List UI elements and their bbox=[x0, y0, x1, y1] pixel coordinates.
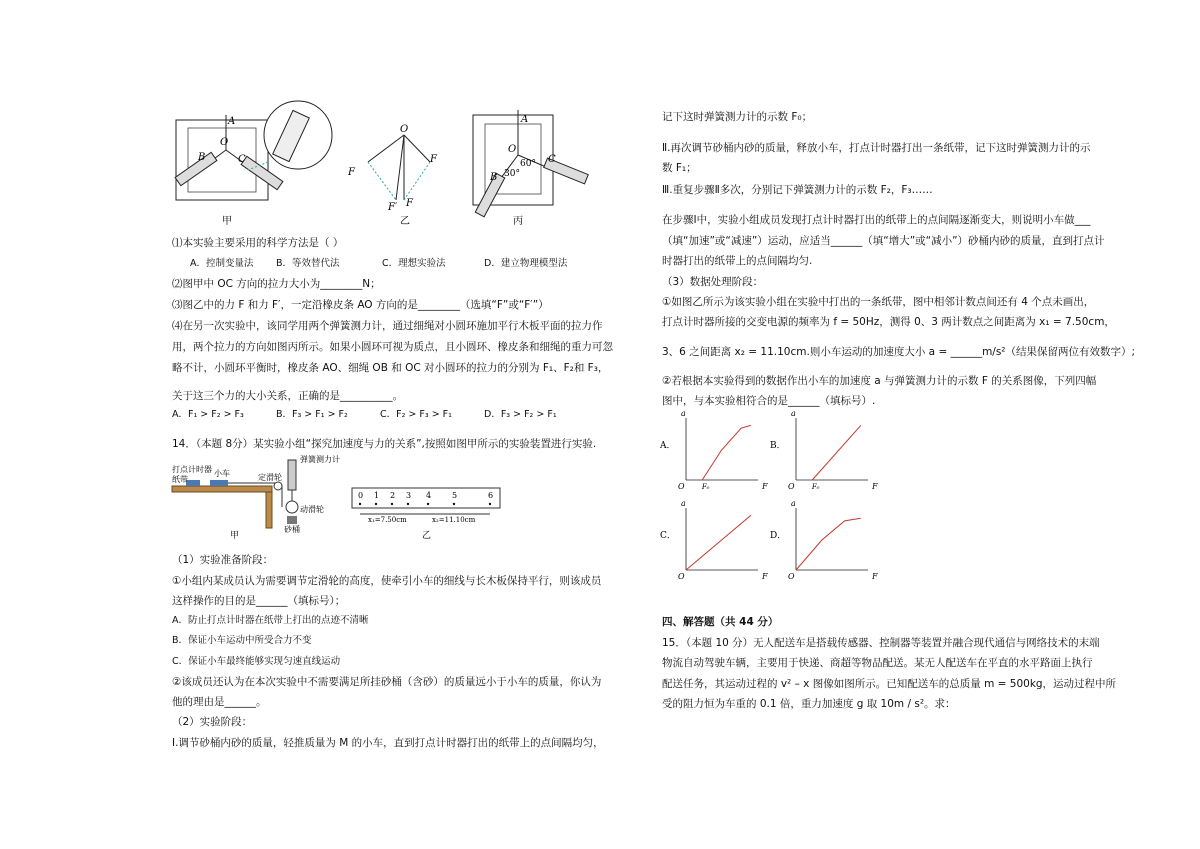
graph-axis-a: a bbox=[791, 499, 796, 508]
graphs-a-F bbox=[656, 405, 896, 585]
fig-bing-60: 60° bbox=[520, 159, 536, 169]
graph-axis-F: F bbox=[762, 482, 768, 491]
graph-origin: O bbox=[678, 482, 685, 491]
tape-dot bbox=[453, 503, 455, 505]
graph-option-label: C． bbox=[660, 531, 676, 541]
tape-dot bbox=[375, 503, 377, 505]
fig-bing-A: A bbox=[521, 114, 529, 125]
s1-opt-b: B．保证小车运动中所受合力不变 bbox=[172, 635, 312, 646]
r-line-12: ②若根据本实验得到的数据作出小车的加速度 a 与弹簧测力计的示数 F 的关系图像，下列四幅 bbox=[662, 375, 1097, 387]
s1-q2-line-1: ②该成员还认为在本次实验中不需要满足所挂砂桶（含砂）的质量远小于小车的质量，你认为 bbox=[172, 676, 602, 688]
tape-number: 5 bbox=[452, 491, 458, 500]
fig14-dajishiqi: 打点计时器 bbox=[172, 465, 212, 474]
r-line-7: 时器打出的纸带上的点间隔均匀. bbox=[662, 255, 813, 267]
s1-q2-line-2: 他的理由是______。 bbox=[172, 696, 267, 708]
graph-option-label: B． bbox=[770, 441, 786, 451]
graph-F0: F₀ bbox=[701, 483, 710, 491]
q2-text: ⑵图甲中 OC 方向的拉力大小为________N； bbox=[172, 278, 381, 290]
r-line-8: （3）数据处理阶段： bbox=[662, 276, 764, 288]
graph-curve bbox=[812, 425, 861, 480]
fig-pt-A: A bbox=[228, 116, 236, 127]
r-line-1: 记下这时弹簧测力计的示数 F₀； bbox=[662, 111, 813, 123]
q4-opt-a: A．F₁ > F₂ > F₃ bbox=[172, 409, 244, 420]
figure-14 bbox=[170, 452, 510, 542]
r-line-13: 图中，与本实验相符合的是______（填标号）. bbox=[662, 395, 876, 407]
q4-line-1: ⑷在另一次实验中，该同学用两个弹簧测力计，通过细绳对小圆环施加平行木板平面的拉力作 bbox=[172, 320, 603, 332]
q4-line-3: 略不计，小圆环平衡时，橡皮条 AO、细绳 OB 和 OC 对小圆环的拉力的分别为 F₁、F₂和 F₃， bbox=[172, 362, 609, 374]
graph-axis-a: a bbox=[791, 409, 796, 418]
label-jia: 甲 bbox=[222, 216, 232, 227]
label-yi: 乙 bbox=[400, 216, 410, 227]
graph-axis-F: F bbox=[872, 572, 878, 581]
tape-number: 6 bbox=[488, 491, 494, 500]
tape-number: 3 bbox=[406, 491, 412, 500]
fig14-x1: x₁=7.50cm bbox=[368, 516, 407, 524]
r-line-6: （填“加速”或“减速”）运动，应适当______（填“增大”或“减小”）砂桶内砂的质量，直到打点计 bbox=[662, 235, 1105, 247]
q4-line-2: 用，两个拉力的方向如图丙所示。如果小圆环可视为质点，且小圆环、橡皮条和细绳的重力可忽 bbox=[172, 341, 613, 353]
graph-axis-F: F bbox=[762, 572, 768, 581]
q4-line-4: 关于这三个力的大小关系，正确的是__________。 bbox=[172, 390, 403, 402]
q15-line-1: 15．（本题 10 分）无人配送车是搭载传感器、控制器等装置并融合现代通信与网络技术的末端 bbox=[662, 637, 1100, 649]
q4-opt-c: C．F₂ > F₃ > F₁ bbox=[380, 409, 452, 420]
tape-dot bbox=[407, 503, 409, 505]
graph-option-label: D． bbox=[770, 531, 787, 541]
tape-dot bbox=[391, 503, 393, 505]
tape-dot bbox=[427, 503, 429, 505]
fig14-tanhuang: 弹簧测力计 bbox=[300, 455, 340, 464]
q1-opt-c: C．理想实验法 bbox=[382, 258, 446, 269]
graph-axis-F: F bbox=[872, 482, 878, 491]
graph-F0: F₀ bbox=[811, 483, 820, 491]
s1-q1-line-1: ①小组内某成员认为需要调节定滑轮的高度，使牵引小车的细线与长木板保持平行，则该成员 bbox=[172, 575, 602, 587]
q1-opt-a: A．控制变量法 bbox=[190, 258, 254, 269]
tape-dot bbox=[359, 503, 361, 505]
fig-yi-F2: F bbox=[430, 154, 437, 165]
q15-line-4: 受的阻力恒为车重的 0.1 倍，重力加速度 g 取 10m / s²。求： bbox=[662, 698, 956, 710]
r-line-9: ①如图乙所示为该实验小组在实验中打出的一条纸带，图中相邻计数点间还有 4 个点未画出， bbox=[662, 296, 1095, 308]
graph-curve bbox=[686, 515, 751, 570]
tape-number: 2 bbox=[390, 491, 396, 500]
tape-number: 0 bbox=[358, 491, 364, 500]
fig-pt-C: C bbox=[238, 154, 246, 165]
fig14-shatong: 砂桶 bbox=[284, 525, 300, 534]
section-4-heading: 四、解答题（共 44 分） bbox=[662, 616, 779, 628]
r-line-5: 在步骤Ⅰ中，实验小组成员发现打点计时器打出的纸带上的点间隔逐渐变大，则说明小车做___ bbox=[662, 214, 1091, 226]
graph-origin: O bbox=[678, 572, 685, 581]
fig14-xiaoche: 小车 bbox=[214, 469, 230, 478]
graph-origin: O bbox=[788, 482, 795, 491]
fig14-label-jia: 甲 bbox=[230, 531, 240, 541]
fig14-donghualun: 动滑轮 bbox=[300, 505, 324, 514]
s1-opt-a: A．防止打点计时器在纸带上打出的点迹不清晰 bbox=[172, 615, 369, 626]
q4-opt-d: D．F₃ > F₂ > F₁ bbox=[484, 409, 557, 420]
fig-yi-F: F′ bbox=[388, 202, 398, 213]
fig-pt-B: B bbox=[198, 152, 206, 163]
q14-title: 14．（本题 8分）某实验小组“探究加速度与力的关系”,按照如图甲所示的实验装置进行实验. bbox=[172, 438, 597, 450]
r-line-4: Ⅲ.重复步骤Ⅱ多次，分别记下弹簧测力计的示数 F₂，F₃…… bbox=[662, 184, 933, 196]
fig14-label-yi: 乙 bbox=[422, 531, 432, 541]
q1-opt-d: D．建立物理模型法 bbox=[484, 258, 568, 269]
fig-bing-30: 30° bbox=[504, 169, 520, 179]
r-line-10: 打点计时器所接的交变电源的频率为 f = 50Hz，测得 0、3 两计数点之间距离为 x₁ = 7.50cm， bbox=[662, 316, 1115, 328]
r-line-3: 数 F₁； bbox=[662, 162, 697, 174]
q1-text: ⑴本实验主要采用的科学方法是（ ） bbox=[172, 237, 344, 249]
s2-heading: （2）实验阶段： bbox=[172, 716, 253, 728]
s1-opt-c: C．保证小车最终能够实现匀速直线运动 bbox=[172, 656, 341, 667]
q15-line-2: 物流自动驾驶车辆，主要用于快递、商超等物品配送。某无人配送车在平直的水平路面上执行 bbox=[662, 657, 1093, 669]
fig-yi-O: O bbox=[400, 124, 409, 135]
fig14-dinghualun: 定滑轮 bbox=[258, 473, 282, 482]
graph-axis-a: a bbox=[681, 409, 686, 418]
fig-bing-O: O bbox=[508, 144, 517, 155]
fig14-x2: x₂=11.10cm bbox=[432, 516, 476, 524]
tape-number: 1 bbox=[374, 491, 380, 500]
s2-line-1: Ⅰ.调节砂桶内砂的质量，轻推质量为 M 的小车，直到打点计时器打出的纸带上的点间隔均匀， bbox=[172, 737, 604, 749]
q15-line-3: 配送任务，其运动过程的 v² – x 图像如图所示。已知配送车的总质量 m = 500kg，运动过程中所 bbox=[662, 678, 1117, 690]
board-jia bbox=[176, 120, 268, 200]
q3-text: ⑶图乙中的力 F 和力 F′，一定沿橡皮条 AO 方向的是________（选填“F”或“F′”） bbox=[172, 299, 549, 311]
q1-opt-b: B．等效替代法 bbox=[276, 258, 340, 269]
label-bing: 丙 bbox=[513, 216, 523, 227]
s1-heading: （1）实验准备阶段： bbox=[172, 554, 274, 566]
graph-curve bbox=[702, 425, 751, 480]
r-line-11: 3、6 之间距离 x₂ = 11.10cm.则小车运动的加速度大小 a = ______m/s²（结果保留两位有效数字）; bbox=[662, 346, 1136, 358]
fig-pt-O: O bbox=[220, 137, 229, 148]
r-line-2: Ⅱ.再次调节砂桶内砂的质量，释放小车，打点计时器打出一条纸带，记下这时弹簧测力计的示 bbox=[662, 142, 1091, 154]
graph-option-label: A． bbox=[660, 441, 676, 451]
fig14-zhidai: 纸带 bbox=[172, 475, 188, 484]
fig-bing-B: B bbox=[490, 172, 498, 183]
fig-yi-Fp: F bbox=[406, 198, 413, 209]
graph-origin: O bbox=[788, 572, 795, 581]
fig-yi-F1: F bbox=[348, 167, 355, 178]
graph-curve bbox=[796, 518, 861, 570]
tape-dot bbox=[489, 503, 491, 505]
graph-axis-a: a bbox=[681, 499, 686, 508]
q4-opt-b: B．F₃ > F₁ > F₂ bbox=[276, 409, 348, 420]
tape-number: 4 bbox=[426, 491, 432, 500]
s1-q1-line-2: 这样操作的目的是______（填标号）； bbox=[172, 595, 346, 607]
figure-jia-yi-bing bbox=[168, 100, 608, 230]
fig-bing-C: C bbox=[548, 154, 556, 165]
